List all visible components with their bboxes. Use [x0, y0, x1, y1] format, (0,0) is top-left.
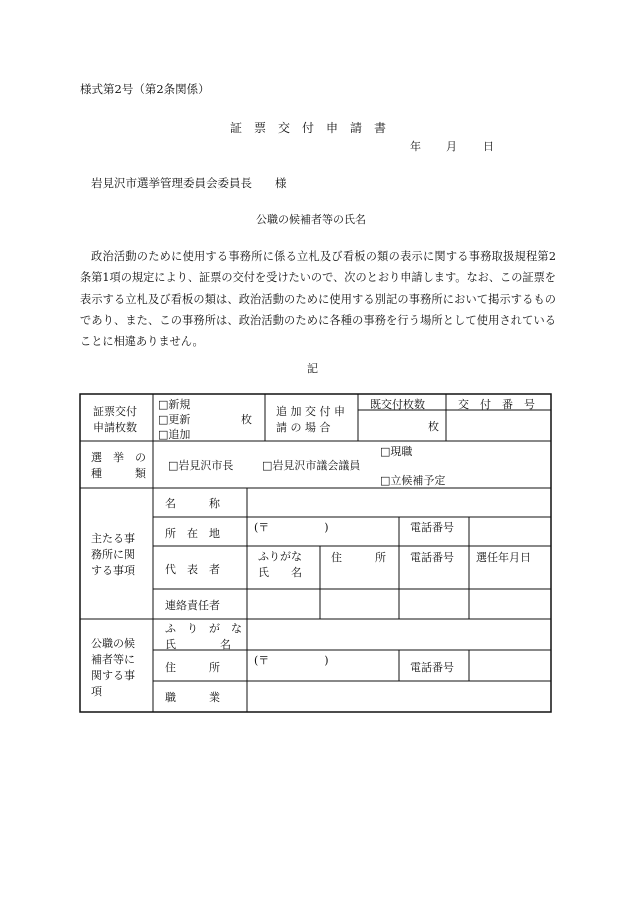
office-location-label: 所 在 地 — [165, 527, 220, 540]
appointed-date-label: 選任年月日 — [476, 551, 531, 564]
checkbox-incumbent[interactable]: □現職 — [380, 445, 413, 458]
representative-label: 代 表 者 — [165, 563, 220, 576]
office-group-line1: 主たる事 — [91, 532, 135, 545]
representative-address-label: 住 所 — [331, 551, 386, 564]
election-type-label-line1: 選 挙 の — [91, 451, 146, 464]
ki-label: 記 — [307, 362, 318, 375]
candidate-furigana-label: ふ り が な — [165, 622, 242, 635]
body-paragraph: 政治活動のために使用する事務所に係る立札及び看板の類の表示に関する事務取扱規程第2条第1項の規定により、証票の交付を受けたいので、次のとおり申請します。なお、この証票を表示する立札及び看板の類は、政治活動のために使用する別記の事務所において掲示するものであり、また、この事務所は、政治活動のために各種の事務を行う場所として使用されていることに相違ありません。 — [80, 250, 556, 349]
candidate-name-label: 氏 名 — [165, 638, 231, 651]
checkbox-candidate[interactable]: □立候補予定 — [380, 474, 446, 487]
contact-person-label: 連絡責任者 — [165, 599, 220, 612]
checkbox-add[interactable]: □追加 — [158, 428, 191, 441]
row1-label-line2: 申請枚数 — [93, 421, 137, 434]
date-year: 年 — [410, 140, 421, 153]
office-group-line2: 務所に関 — [91, 548, 135, 561]
issued-count-unit: 枚 — [428, 420, 439, 433]
checkbox-council[interactable]: □岩見沢市議会議員 — [262, 459, 361, 472]
applicant-label: 公職の候補者等の氏名 — [256, 213, 366, 226]
addressee: 岩見沢市選挙管理委員会委員長 様 — [91, 176, 287, 190]
additional-request-label-line1: 追 加 交 付 申 — [276, 405, 345, 418]
representative-name-label: 氏 名 — [258, 566, 302, 579]
candidate-group-line3: 関する事 — [91, 669, 135, 682]
date-month: 月 — [446, 140, 457, 153]
candidate-group-line1: 公職の候 — [91, 637, 135, 650]
office-group-line3: する事項 — [91, 564, 135, 577]
candidate-address-label: 住 所 — [165, 661, 220, 674]
issued-count-label: 既交付枚数 — [370, 398, 425, 411]
page-title: 証 票 交 付 申 請 書 — [230, 121, 387, 135]
candidate-phone-label: 電話番号 — [410, 661, 454, 674]
row1-label-line1: 証票交付 — [93, 405, 137, 418]
additional-request-label-line2: 請 の 場 合 — [276, 421, 331, 434]
candidate-group-line2: 補者等に — [91, 653, 135, 666]
office-postal: (〒 ) — [254, 521, 329, 534]
candidate-postal: (〒 ) — [254, 654, 329, 667]
candidate-group-line4: 項 — [91, 685, 102, 698]
issue-number-label: 交 付 番 号 — [458, 398, 535, 411]
date-day: 日 — [483, 140, 494, 153]
office-phone-label: 電話番号 — [410, 521, 454, 534]
sheet-unit: 枚 — [241, 413, 252, 426]
checkbox-mayor[interactable]: □岩見沢市長 — [168, 459, 234, 472]
election-type-label-line2: 種 類 — [91, 467, 146, 480]
representative-furigana-label: ふりがな — [258, 550, 302, 563]
candidate-occupation-label: 職 業 — [165, 691, 220, 704]
checkbox-new[interactable]: □新規 — [158, 398, 191, 411]
form-number: 様式第2号（第2条関係） — [80, 82, 210, 96]
checkbox-renew[interactable]: □更新 — [158, 413, 191, 426]
representative-phone-label: 電話番号 — [410, 551, 454, 564]
office-name-label: 名 称 — [165, 497, 220, 510]
